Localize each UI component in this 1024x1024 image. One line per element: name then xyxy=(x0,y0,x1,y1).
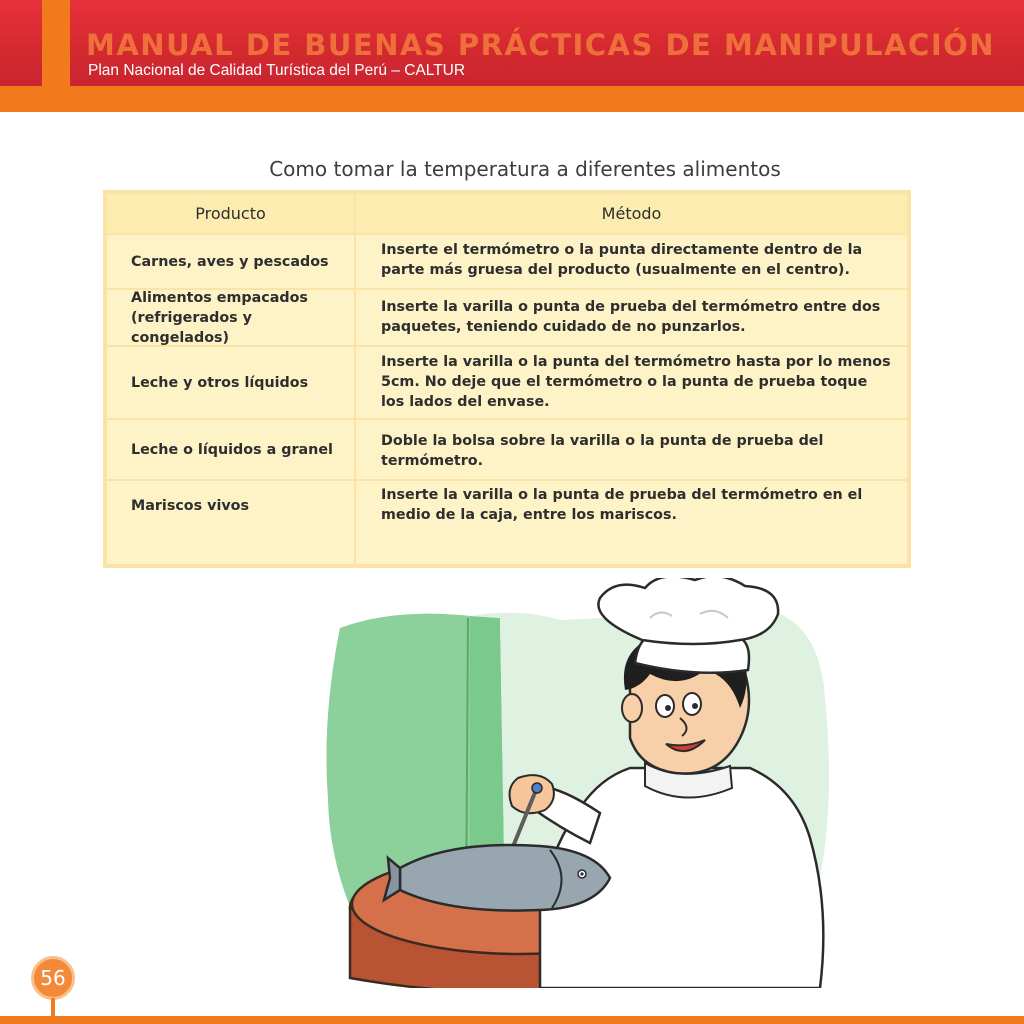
metodo-line: Doble la bolsa sobre la varilla o la punta de prueba del xyxy=(381,433,824,449)
table-row-producto xyxy=(107,347,354,418)
metodo-line: parte más gruesa del producto (usualmente en el centro). xyxy=(381,262,850,278)
header-accent-stripe xyxy=(42,0,70,86)
page-number: 56 xyxy=(40,966,66,990)
metodo-line: termómetro. xyxy=(381,453,484,469)
temperature-methods-table xyxy=(103,190,911,568)
table-row-metodo xyxy=(356,347,907,418)
chef-thermometer-illustration xyxy=(300,578,840,988)
producto-label: (refrigerados y congelados) xyxy=(131,309,252,346)
metodo-line: los lados del envase. xyxy=(381,394,550,410)
page-number-badge xyxy=(31,956,75,1000)
metodo-line: 5cm. No deje que el termómetro o la punta de prueba toque xyxy=(381,374,868,390)
footer-bar xyxy=(0,1016,1024,1024)
table-row-metodo xyxy=(356,481,907,564)
table-row-metodo xyxy=(356,235,907,288)
metodo-line: Inserte la varilla o la punta de prueba del termómetro en el xyxy=(381,487,863,503)
metodo-line: Inserte la varilla o punta de prueba del termómetro entre dos xyxy=(381,299,881,315)
metodo-line: medio de la caja, entre los mariscos. xyxy=(381,507,677,523)
table-row-producto xyxy=(107,290,354,345)
metodo-line: Inserte el termómetro o la punta directamente dentro de la xyxy=(381,242,863,258)
column-header-producto: Producto xyxy=(107,194,354,233)
producto-label: Leche o líquidos a granel xyxy=(131,441,333,458)
table-row-producto xyxy=(107,481,354,564)
producto-label: Mariscos vivos xyxy=(131,498,249,514)
metodo-line: Inserte la varilla o la punta del termómetro hasta por lo menos xyxy=(381,354,891,370)
producto-label: Carnes, aves y pescados xyxy=(131,253,329,270)
producto-label: Leche y otros líquidos xyxy=(131,374,309,391)
producto-label: Alimentos empacados xyxy=(131,289,308,306)
manual-title: MANUAL DE BUENAS PRÁCTICAS DE MANIPULACIÓN xyxy=(86,28,996,62)
table-row-metodo xyxy=(356,290,907,345)
manual-subtitle: Plan Nacional de Calidad Turística del Perú – CALTUR xyxy=(88,62,466,79)
table-row-metodo xyxy=(356,420,907,479)
table-title: Como tomar la temperatura a diferentes alimentos xyxy=(269,157,781,181)
table-row-producto xyxy=(107,235,354,288)
header-orange-bar xyxy=(0,86,1024,112)
column-header-metodo: Método xyxy=(356,194,907,233)
table-row-producto xyxy=(107,420,354,479)
metodo-line: paquetes, teniendo cuidado de no punzarlos. xyxy=(381,319,746,335)
